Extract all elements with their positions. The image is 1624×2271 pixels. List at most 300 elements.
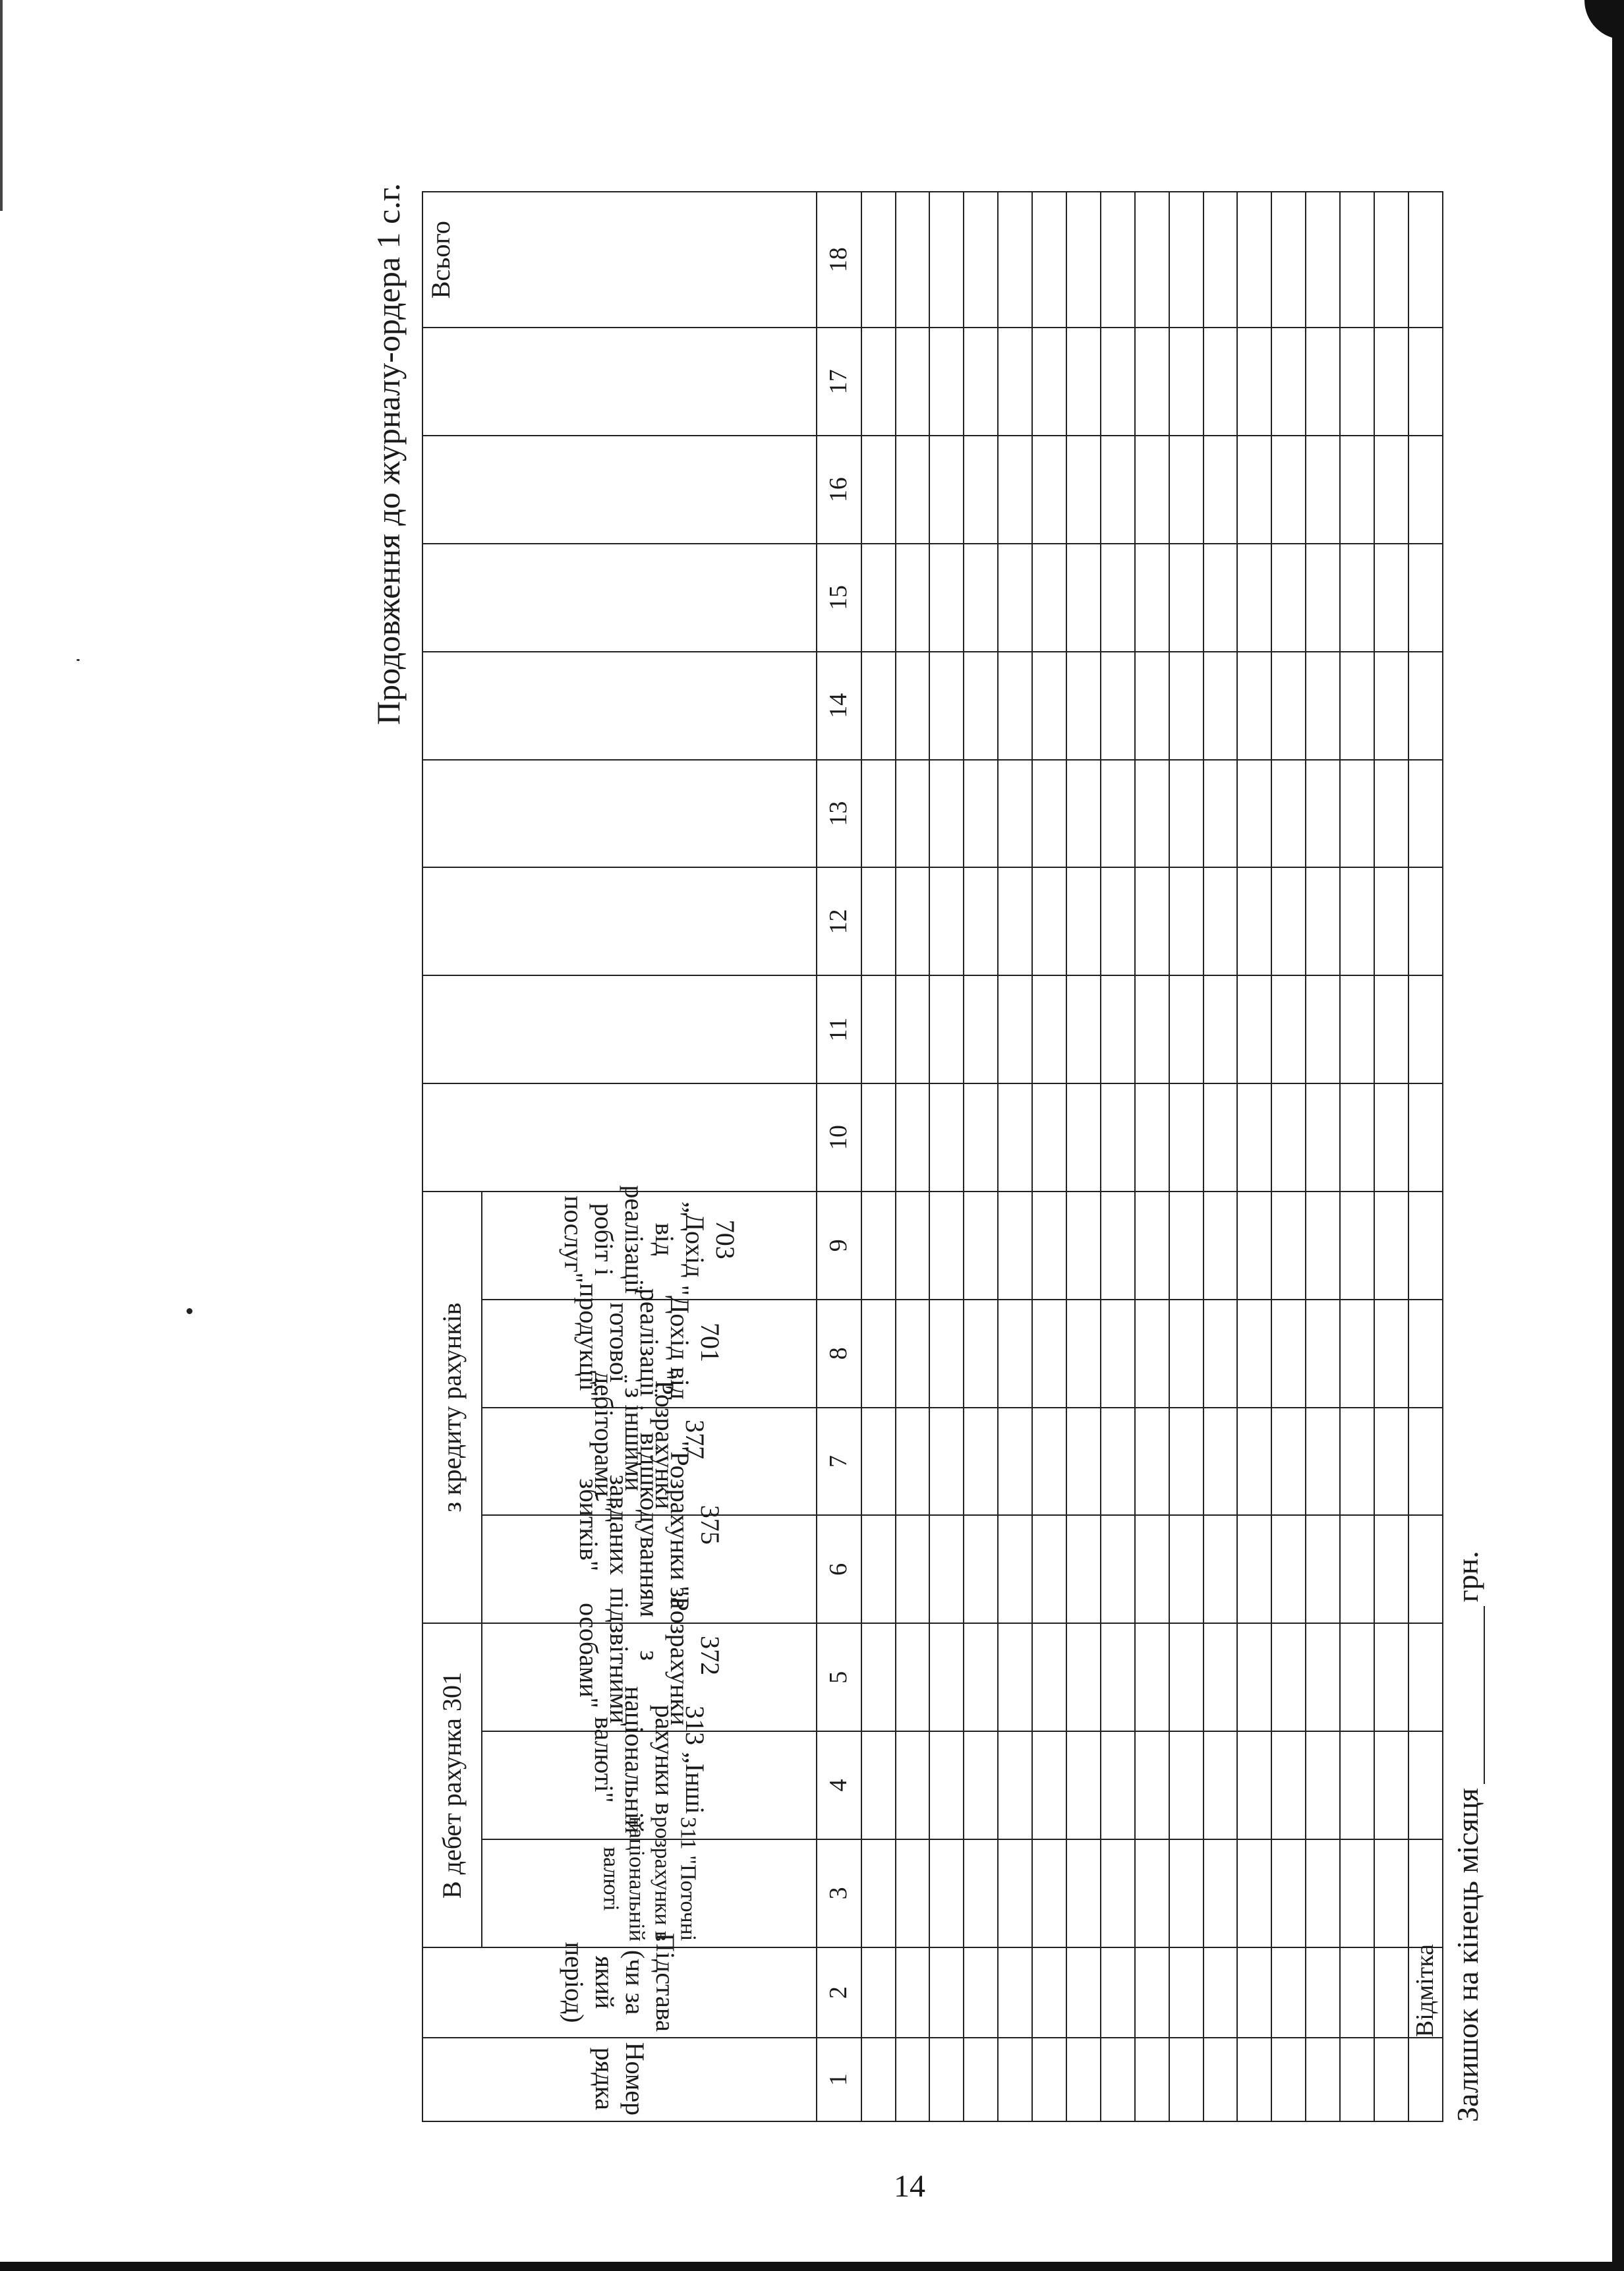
table-cell[interactable] [1374,544,1408,652]
table-cell[interactable] [1340,1623,1374,1731]
table-cell[interactable] [896,1083,930,1192]
table-cell[interactable] [861,328,896,436]
table-cell[interactable] [1340,1192,1374,1300]
table-cell[interactable] [929,328,964,436]
table-cell[interactable] [998,1515,1032,1623]
table-cell[interactable] [1340,328,1374,436]
table-cell[interactable] [1237,1300,1271,1408]
table-cell[interactable] [998,760,1032,868]
table-cell[interactable] [1204,2038,1238,2121]
table-cell[interactable] [998,652,1032,760]
table-cell[interactable] [1237,652,1271,760]
table-cell[interactable] [964,867,998,975]
table-cell[interactable] [1374,760,1408,868]
table-cell[interactable] [1408,867,1443,975]
table-cell[interactable] [1237,1731,1271,1839]
table-cell[interactable] [1306,192,1340,328]
table-cell[interactable] [1306,975,1340,1083]
table-cell[interactable] [1237,1839,1271,1947]
table-cell[interactable] [929,1300,964,1408]
table-cell[interactable] [896,1839,930,1947]
table-cell[interactable] [1374,1408,1408,1516]
table-cell[interactable] [1306,328,1340,436]
table-cell[interactable] [998,1731,1032,1839]
table-cell[interactable] [1306,867,1340,975]
table-cell[interactable] [1135,652,1169,760]
table-cell[interactable] [1135,2038,1169,2121]
table-cell[interactable] [896,1300,930,1408]
table-cell[interactable] [998,1083,1032,1192]
table-cell[interactable] [1032,1731,1066,1839]
table-cell[interactable] [1408,1839,1443,1947]
table-cell[interactable] [1237,328,1271,436]
table-cell[interactable] [1271,1192,1306,1300]
table-cell[interactable] [1169,1192,1204,1300]
table-cell[interactable] [929,192,964,328]
table-cell[interactable] [998,1408,1032,1516]
table-cell[interactable] [1032,1839,1066,1947]
table-cell[interactable] [1408,652,1443,760]
table-cell[interactable] [896,192,930,328]
table-cell[interactable] [896,652,930,760]
table-cell[interactable] [929,1192,964,1300]
table-cell[interactable] [964,975,998,1083]
table-cell[interactable] [1101,1839,1135,1947]
table-cell[interactable] [1408,436,1443,544]
table-cell[interactable] [1408,760,1443,868]
table-cell[interactable] [896,436,930,544]
table-cell[interactable] [998,867,1032,975]
table-cell[interactable] [1101,1192,1135,1300]
table-cell[interactable] [1340,192,1374,328]
table-cell[interactable] [1271,652,1306,760]
table-cell[interactable] [1066,192,1101,328]
table-cell[interactable] [929,975,964,1083]
table-cell[interactable] [929,760,964,868]
table-cell[interactable] [1169,1083,1204,1192]
table-cell[interactable] [1237,1623,1271,1731]
table-cell[interactable] [1135,1947,1169,2038]
table-cell[interactable] [998,192,1032,328]
table-cell[interactable] [1408,544,1443,652]
table-cell[interactable] [1340,1083,1374,1192]
table-cell[interactable] [1374,328,1408,436]
table-cell[interactable] [1032,1083,1066,1192]
table-cell[interactable] [964,1623,998,1731]
table-cell[interactable] [861,192,896,328]
table-cell[interactable] [1271,544,1306,652]
table-cell[interactable] [1374,867,1408,975]
table-cell[interactable] [1169,544,1204,652]
table-cell[interactable] [1135,1408,1169,1516]
table-cell[interactable] [861,1515,896,1623]
table-cell[interactable] [1169,1515,1204,1623]
table-cell[interactable] [1101,1623,1135,1731]
table-cell[interactable] [1066,544,1101,652]
table-cell[interactable] [1032,328,1066,436]
table-cell[interactable] [1271,328,1306,436]
table-cell[interactable] [1032,1623,1066,1731]
table-cell[interactable] [1101,1947,1135,2038]
table-cell[interactable] [1066,1731,1101,1839]
table-cell[interactable] [1306,1408,1340,1516]
table-cell[interactable] [1169,192,1204,328]
table-cell[interactable] [1066,652,1101,760]
table-cell[interactable] [929,544,964,652]
table-cell[interactable] [1237,1192,1271,1300]
table-cell[interactable] [1374,1192,1408,1300]
table-cell[interactable] [964,1731,998,1839]
table-cell[interactable] [929,1623,964,1731]
table-cell[interactable] [1066,328,1101,436]
table-cell[interactable] [998,2038,1032,2121]
table-cell[interactable] [1237,1408,1271,1516]
table-cell[interactable] [929,867,964,975]
table-cell[interactable] [1032,1300,1066,1408]
table-cell[interactable] [964,328,998,436]
table-cell[interactable] [1271,1947,1306,2038]
table-cell[interactable] [1271,975,1306,1083]
table-cell[interactable] [1135,975,1169,1083]
table-cell[interactable] [1101,1515,1135,1623]
table-cell[interactable] [1306,436,1340,544]
table-cell[interactable] [1204,192,1238,328]
table-cell[interactable] [1306,1515,1340,1623]
table-cell[interactable] [896,760,930,868]
table-cell[interactable] [1032,652,1066,760]
table-cell[interactable] [1408,1083,1443,1192]
table-cell[interactable] [861,544,896,652]
table-cell[interactable] [896,2038,930,2121]
table-cell[interactable] [1271,1083,1306,1192]
table-cell[interactable] [1032,1947,1066,2038]
table-cell[interactable] [1237,1083,1271,1192]
table-cell[interactable] [1374,1623,1408,1731]
table-cell[interactable] [1408,1300,1443,1408]
table-cell[interactable] [1066,2038,1101,2121]
table-cell[interactable] [998,975,1032,1083]
table-cell[interactable] [861,1947,896,2038]
table-cell[interactable] [1374,1515,1408,1623]
table-cell[interactable] [1306,1083,1340,1192]
table-cell[interactable] [1135,760,1169,868]
table-cell[interactable] [1237,436,1271,544]
table-cell[interactable] [1271,1300,1306,1408]
table-cell[interactable] [964,1192,998,1300]
table-cell[interactable] [1169,1839,1204,1947]
table-cell[interactable] [1032,192,1066,328]
table-cell[interactable] [1032,975,1066,1083]
table-cell[interactable] [1204,1192,1238,1300]
table-cell[interactable] [1204,1300,1238,1408]
table-cell[interactable] [1101,544,1135,652]
table-cell[interactable] [1306,1192,1340,1300]
table-cell[interactable] [1032,1408,1066,1516]
table-cell[interactable] [1374,652,1408,760]
table-cell[interactable] [998,1839,1032,1947]
table-cell[interactable] [1032,1192,1066,1300]
table-cell[interactable] [1204,652,1238,760]
table-cell[interactable] [998,1192,1032,1300]
table-cell[interactable] [896,1192,930,1300]
table-cell[interactable] [1032,2038,1066,2121]
table-cell[interactable] [1306,2038,1340,2121]
table-cell[interactable] [1135,1839,1169,1947]
table-cell[interactable] [1101,2038,1135,2121]
table-cell[interactable] [1204,1839,1238,1947]
table-cell[interactable] [1237,1947,1271,2038]
table-cell[interactable] [1101,1731,1135,1839]
table-cell[interactable] [1204,436,1238,544]
table-cell[interactable] [1271,1515,1306,1623]
table-cell[interactable] [998,1300,1032,1408]
table-cell[interactable] [1135,1083,1169,1192]
table-cell[interactable] [1101,1408,1135,1516]
table-cell[interactable] [1204,1947,1238,2038]
table-cell[interactable] [861,760,896,868]
table-cell[interactable] [1237,760,1271,868]
table-cell[interactable] [896,1515,930,1623]
table-cell[interactable] [1169,1300,1204,1408]
table-cell[interactable] [964,1083,998,1192]
table-cell[interactable] [1340,436,1374,544]
table-cell[interactable] [1066,1300,1101,1408]
table-cell[interactable] [1101,328,1135,436]
table-cell[interactable] [929,436,964,544]
table-cell[interactable] [1271,760,1306,868]
table-cell[interactable] [1340,1300,1374,1408]
table-cell[interactable] [1169,867,1204,975]
table-cell[interactable] [1271,192,1306,328]
table-cell[interactable] [1237,867,1271,975]
table-cell[interactable] [1066,975,1101,1083]
table-cell[interactable] [1340,1408,1374,1516]
table-cell[interactable] [1271,867,1306,975]
table-cell[interactable] [1306,1731,1340,1839]
table-cell[interactable] [929,1731,964,1839]
table-cell[interactable] [998,436,1032,544]
table-cell[interactable] [1340,544,1374,652]
table-cell[interactable] [1204,544,1238,652]
table-cell[interactable] [1408,975,1443,1083]
table-cell[interactable] [1374,975,1408,1083]
table-cell[interactable] [1135,1623,1169,1731]
table-cell[interactable] [964,544,998,652]
table-cell[interactable] [1066,1947,1101,2038]
table-cell[interactable] [1101,192,1135,328]
table-cell[interactable] [1169,1408,1204,1516]
table-cell[interactable] [1408,1515,1443,1623]
table-cell[interactable] [1306,652,1340,760]
table-cell[interactable] [1135,1192,1169,1300]
table-cell[interactable] [1066,1192,1101,1300]
table-cell[interactable] [1306,760,1340,868]
table-cell[interactable] [929,1947,964,2038]
table-cell[interactable] [1340,652,1374,760]
table-cell[interactable] [1237,2038,1271,2121]
table-cell[interactable] [1169,2038,1204,2121]
table-cell[interactable] [998,544,1032,652]
table-cell[interactable] [1374,1083,1408,1192]
table-cell[interactable] [1135,192,1169,328]
table-cell[interactable] [1204,760,1238,868]
table-cell[interactable] [1340,867,1374,975]
table-cell[interactable] [1204,1408,1238,1516]
table-cell[interactable] [1032,436,1066,544]
table-cell[interactable] [1408,1623,1443,1731]
table-cell[interactable] [1032,760,1066,868]
table-cell[interactable] [1374,1731,1408,1839]
table-cell[interactable] [929,1515,964,1623]
table-cell[interactable] [896,1623,930,1731]
table-cell[interactable] [1204,328,1238,436]
table-cell[interactable] [1066,867,1101,975]
table-cell[interactable] [1169,975,1204,1083]
table-cell[interactable] [896,328,930,436]
table-cell[interactable] [1374,436,1408,544]
table-cell[interactable] [1066,436,1101,544]
table-cell[interactable] [1204,1515,1238,1623]
table-cell[interactable] [964,652,998,760]
table-cell[interactable] [1306,1839,1340,1947]
table-cell[interactable] [1306,1947,1340,2038]
table-cell[interactable] [1101,436,1135,544]
table-cell[interactable] [1101,975,1135,1083]
table-cell[interactable] [1169,760,1204,868]
table-cell[interactable] [1340,975,1374,1083]
table-cell[interactable] [861,1839,896,1947]
table-cell[interactable] [1408,1408,1443,1516]
table-cell[interactable] [1340,1839,1374,1947]
table-cell[interactable] [896,1731,930,1839]
table-cell[interactable] [1340,1947,1374,2038]
table-cell[interactable] [861,1192,896,1300]
table-cell[interactable] [998,328,1032,436]
table-cell[interactable] [964,760,998,868]
table-cell[interactable] [1135,867,1169,975]
table-cell[interactable] [1135,436,1169,544]
table-cell[interactable] [1066,760,1101,868]
table-cell[interactable] [1271,1623,1306,1731]
table-cell[interactable] [1204,867,1238,975]
table-cell[interactable] [1408,192,1443,328]
table-cell[interactable] [1066,1083,1101,1192]
table-cell[interactable] [1066,1515,1101,1623]
table-cell[interactable] [1169,436,1204,544]
table-cell[interactable] [1237,544,1271,652]
table-cell[interactable] [1204,1731,1238,1839]
table-cell[interactable] [929,2038,964,2121]
table-cell[interactable] [1066,1839,1101,1947]
table-cell[interactable] [1135,328,1169,436]
table-cell[interactable] [861,1083,896,1192]
table-cell[interactable] [964,2038,998,2121]
table-cell[interactable] [964,1947,998,2038]
table-cell[interactable] [1340,1731,1374,1839]
table-cell[interactable] [1169,1947,1204,2038]
table-cell[interactable] [998,1623,1032,1731]
table-cell[interactable] [896,1947,930,2038]
table-cell[interactable] [1101,1083,1135,1192]
table-cell[interactable] [929,1083,964,1192]
table-cell[interactable] [1271,1408,1306,1516]
table-cell[interactable] [896,1408,930,1516]
table-cell[interactable] [1271,1839,1306,1947]
table-cell[interactable] [861,1300,896,1408]
table-cell[interactable] [1169,652,1204,760]
table-cell[interactable] [1135,544,1169,652]
table-cell[interactable] [1204,1623,1238,1731]
table-cell[interactable] [1340,2038,1374,2121]
table-cell[interactable] [1271,1731,1306,1839]
table-cell[interactable] [861,652,896,760]
table-cell[interactable] [1032,867,1066,975]
table-cell[interactable] [929,652,964,760]
table-cell[interactable] [1374,2038,1408,2121]
table-cell[interactable] [896,975,930,1083]
table-cell[interactable] [1408,2038,1443,2121]
table-cell[interactable] [1340,1515,1374,1623]
table-cell[interactable] [1271,2038,1306,2121]
table-cell[interactable] [1169,1731,1204,1839]
table-cell[interactable] [1169,328,1204,436]
table-cell[interactable] [1408,1192,1443,1300]
table-cell[interactable] [1374,192,1408,328]
table-cell[interactable] [1204,1083,1238,1192]
table-cell[interactable] [964,1408,998,1516]
table-cell[interactable] [1408,1731,1443,1839]
table-cell[interactable] [861,1408,896,1516]
table-cell[interactable] [1101,1300,1135,1408]
table-cell[interactable] [1408,328,1443,436]
table-cell[interactable] [1340,760,1374,868]
table-cell[interactable] [1306,1623,1340,1731]
table-cell[interactable] [896,544,930,652]
table-cell[interactable] [861,1623,896,1731]
table-cell[interactable] [1306,1300,1340,1408]
table-cell[interactable] [1135,1515,1169,1623]
table-cell[interactable] [1101,760,1135,868]
table-cell[interactable] [1066,1623,1101,1731]
table-cell[interactable] [861,2038,896,2121]
table-cell[interactable] [1237,975,1271,1083]
table-cell[interactable] [896,867,930,975]
table-cell[interactable] [1374,1300,1408,1408]
table-cell[interactable] [964,1300,998,1408]
table-cell[interactable] [1374,1947,1408,2038]
table-cell[interactable] [1032,544,1066,652]
table-cell[interactable] [1135,1731,1169,1839]
table-cell[interactable] [1237,192,1271,328]
table-cell[interactable] [964,436,998,544]
table-cell[interactable] [1237,1515,1271,1623]
table-cell[interactable] [1101,867,1135,975]
table-cell[interactable] [964,1839,998,1947]
table-cell[interactable] [1271,436,1306,544]
table-cell[interactable] [1204,975,1238,1083]
table-cell[interactable] [1101,652,1135,760]
table-cell[interactable] [861,975,896,1083]
table-cell[interactable] [964,192,998,328]
table-cell[interactable] [1306,544,1340,652]
table-cell[interactable] [861,436,896,544]
table-cell[interactable] [998,1947,1032,2038]
table-cell[interactable] [1374,1839,1408,1947]
table-cell[interactable] [1135,1300,1169,1408]
table-cell[interactable] [861,1731,896,1839]
table-cell[interactable] [1066,1408,1101,1516]
table-cell[interactable] [929,1408,964,1516]
